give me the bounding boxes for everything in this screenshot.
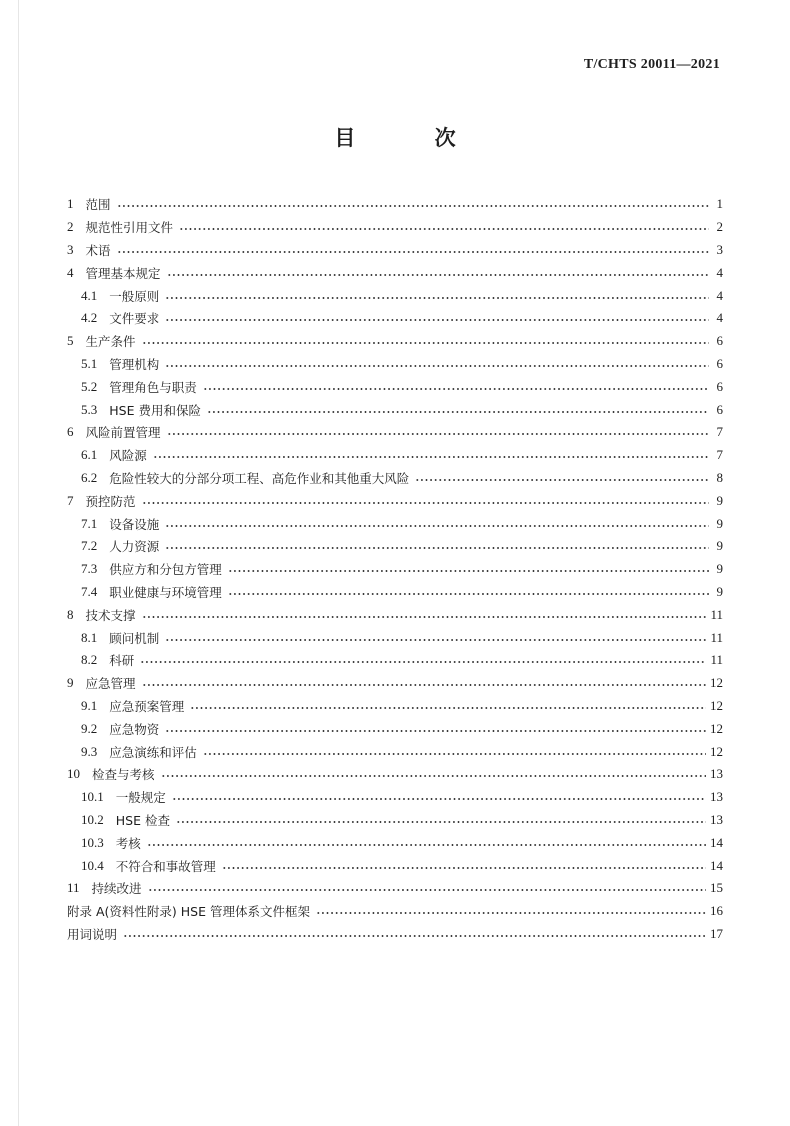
- toc-entry[interactable]: [67, 809, 723, 832]
- toc-entry[interactable]: [67, 330, 723, 353]
- toc-entry[interactable]: [67, 740, 723, 763]
- dot-leader: [172, 793, 706, 805]
- dot-leader: [153, 451, 709, 463]
- toc-entry-number: 6.2: [81, 469, 98, 485]
- toc-entry-page-number: 9: [716, 538, 723, 554]
- toc-entry-number: 10.1: [81, 789, 104, 805]
- toc-entry-number: 7.1: [81, 515, 98, 531]
- toc-entry[interactable]: [67, 854, 723, 877]
- toc-entry-number: 9: [67, 675, 74, 691]
- toc-entry-number: 7.4: [81, 583, 98, 599]
- dot-leader: [203, 383, 709, 395]
- toc-entry-title: 技术支撑: [85, 607, 136, 623]
- toc-entry-number: 10.4: [81, 857, 104, 873]
- dot-leader: [165, 292, 709, 304]
- toc-entry-title: HSE 检查: [115, 812, 170, 828]
- toc-entry-page-number: 6: [716, 333, 723, 349]
- dot-leader: [176, 816, 706, 828]
- toc-entry-title: 管理机构: [109, 356, 160, 372]
- toc-entry-page-number: 9: [716, 492, 723, 508]
- toc-entry[interactable]: [67, 923, 723, 946]
- dot-leader: [190, 702, 706, 714]
- toc-entry-title: 不符合和事故管理: [115, 858, 216, 874]
- toc-entry-page-number: 4: [716, 310, 723, 326]
- toc-entry-title: 应急预案管理: [109, 698, 185, 714]
- dot-leader: [167, 269, 709, 281]
- toc-entry-number: 8.2: [81, 652, 98, 668]
- toc-entry[interactable]: [67, 353, 723, 376]
- toc-entry-page-number: 11: [710, 652, 723, 668]
- page-title: 目 次: [334, 126, 492, 150]
- toc-entry-page-number: 16: [710, 903, 723, 919]
- dot-leader: [228, 565, 709, 577]
- dot-leader: [165, 314, 709, 326]
- toc-entry-page-number: 13: [710, 789, 723, 805]
- toc-entry-page-number: 11: [710, 629, 723, 645]
- toc-entry-title: 生产条件: [85, 334, 136, 350]
- toc-entry-page-number: 12: [710, 743, 723, 759]
- toc-entry[interactable]: [67, 695, 723, 718]
- toc-entry-title: 科研: [109, 653, 135, 669]
- dot-leader: [203, 748, 706, 760]
- toc-entry-number: 4: [67, 264, 74, 280]
- toc-entry-number: 3: [67, 241, 74, 257]
- toc-entry-title: 设备设施: [109, 516, 160, 532]
- toc-entry-number: 6: [67, 424, 74, 440]
- toc-entry-page-number: 14: [710, 857, 723, 873]
- page-edge: [18, 0, 19, 1126]
- toc-entry-number: 10.3: [81, 834, 104, 850]
- toc-entry[interactable]: [67, 831, 723, 854]
- toc-entry-title: 文件要求: [109, 311, 160, 327]
- toc-entry[interactable]: [67, 261, 723, 284]
- toc-entry-page-number: 9: [716, 561, 723, 577]
- toc-entry[interactable]: [67, 444, 723, 467]
- toc-entry-page-number: 4: [716, 264, 723, 280]
- toc-entry[interactable]: [67, 375, 723, 398]
- toc-entry-number: 5.2: [81, 378, 98, 394]
- toc-entry[interactable]: [67, 649, 723, 672]
- toc-entry-page-number: 4: [716, 287, 723, 303]
- toc-entry-page-number: 15: [710, 880, 723, 896]
- toc-entry[interactable]: [67, 421, 723, 444]
- toc-entry[interactable]: [67, 307, 723, 330]
- toc-entry-page-number: 6: [716, 378, 723, 394]
- toc-entry-page-number: 7: [716, 424, 723, 440]
- toc-entry-page-number: 13: [710, 811, 723, 827]
- dot-leader: [142, 679, 706, 691]
- toc-entry-number: 8.1: [81, 629, 98, 645]
- toc-entry[interactable]: [67, 489, 723, 512]
- table-of-contents: [67, 193, 723, 945]
- toc-entry[interactable]: [67, 284, 723, 307]
- toc-entry-page-number: 7: [716, 447, 723, 463]
- toc-entry[interactable]: [67, 512, 723, 535]
- toc-entry[interactable]: [67, 786, 723, 809]
- toc-entry-number: 7: [67, 492, 74, 508]
- toc-entry-title: 一般规定: [115, 790, 166, 806]
- dot-leader: [316, 907, 706, 919]
- toc-entry-title: 供应方和分包方管理: [109, 562, 222, 578]
- toc-entry-number: 7.3: [81, 561, 98, 577]
- dot-leader: [165, 520, 709, 532]
- dot-leader: [415, 474, 709, 486]
- toc-entry[interactable]: [67, 877, 723, 900]
- toc-entry[interactable]: [67, 900, 723, 923]
- toc-entry-title: 术语: [85, 242, 111, 258]
- dot-leader: [165, 542, 709, 554]
- toc-entry[interactable]: [67, 717, 723, 740]
- toc-entry-number: 5: [67, 333, 74, 349]
- dot-leader: [165, 360, 709, 372]
- toc-entry-number: 7.2: [81, 538, 98, 554]
- toc-entry-title: 应急管理: [85, 676, 136, 692]
- toc-entry-page-number: 13: [710, 766, 723, 782]
- toc-entry-title: 附录 A(资料性附录) HSE 管理体系文件框架: [67, 904, 310, 920]
- dot-leader: [117, 200, 709, 212]
- toc-entry-title: 一般原则: [109, 288, 160, 304]
- dot-leader: [161, 770, 706, 782]
- document-code: T/CHTS 20011—2021: [583, 57, 720, 72]
- toc-entry-title: 管理角色与职责: [109, 379, 197, 395]
- dot-leader: [228, 588, 709, 600]
- toc-entry-page-number: 9: [716, 583, 723, 599]
- dot-leader: [148, 884, 706, 896]
- toc-entry-title: HSE 费用和保险: [109, 402, 201, 418]
- toc-entry[interactable]: [67, 581, 723, 604]
- dot-leader: [207, 406, 709, 418]
- toc-entry-number: 4.2: [81, 310, 98, 326]
- dot-leader: [179, 223, 709, 235]
- toc-entry[interactable]: [67, 626, 723, 649]
- toc-entry-page-number: 9: [716, 515, 723, 531]
- toc-entry-number: 9.1: [81, 697, 98, 713]
- toc-entry-page-number: 12: [710, 720, 723, 736]
- toc-entry-number: 11: [67, 880, 80, 896]
- toc-entry-title: 人力资源: [109, 539, 160, 555]
- toc-entry-number: 8: [67, 606, 74, 622]
- toc-entry-title: 用词说明: [67, 926, 118, 942]
- toc-entry-title: 预控防范: [85, 493, 136, 509]
- toc-entry-title: 应急演练和评估: [109, 744, 197, 760]
- toc-entry-number: 5.1: [81, 355, 98, 371]
- toc-entry-title: 检查与考核: [92, 767, 155, 783]
- toc-entry[interactable]: [67, 672, 723, 695]
- dot-leader: [140, 656, 706, 668]
- toc-entry-number: 9.2: [81, 720, 98, 736]
- toc-entry[interactable]: [67, 535, 723, 558]
- toc-entry-title: 顾问机制: [109, 630, 160, 646]
- toc-entry-title: 范围: [85, 197, 111, 213]
- dot-leader: [123, 930, 706, 942]
- dot-leader: [165, 725, 706, 737]
- toc-entry[interactable]: [67, 216, 723, 239]
- dot-leader: [142, 337, 709, 349]
- toc-entry-number: 2: [67, 219, 74, 235]
- toc-entry-page-number: 8: [716, 469, 723, 485]
- dot-leader: [142, 497, 709, 509]
- dot-leader: [167, 428, 709, 440]
- toc-entry-page-number: 11: [710, 606, 723, 622]
- toc-entry[interactable]: [67, 763, 723, 786]
- toc-entry-number: 5.3: [81, 401, 98, 417]
- toc-entry-number: 1: [67, 196, 74, 212]
- toc-entry-page-number: 17: [710, 925, 723, 941]
- toc-entry-number: 4.1: [81, 287, 98, 303]
- toc-entry-title: 持续改进: [91, 881, 142, 897]
- toc-entry-title: 管理基本规定: [85, 265, 161, 281]
- toc-entry-title: 规范性引用文件: [85, 220, 174, 236]
- toc-entry[interactable]: [67, 558, 723, 581]
- toc-entry[interactable]: [67, 239, 723, 262]
- toc-entry-number: 9.3: [81, 743, 98, 759]
- toc-entry-page-number: 6: [716, 355, 723, 371]
- dot-leader: [147, 839, 706, 851]
- toc-entry-title: 考核: [115, 835, 141, 851]
- toc-entry-title: 职业健康与环境管理: [109, 584, 222, 600]
- toc-entry-page-number: 2: [716, 219, 723, 235]
- toc-entry[interactable]: [67, 193, 723, 216]
- dot-leader: [165, 634, 706, 646]
- toc-entry-title: 风险前置管理: [85, 425, 161, 441]
- toc-entry-number: 10.2: [81, 811, 104, 827]
- toc-entry-title: 应急物资: [109, 721, 160, 737]
- toc-entry-page-number: 14: [710, 834, 723, 850]
- dot-leader: [142, 611, 707, 623]
- toc-entry-page-number: 3: [716, 241, 723, 257]
- toc-entry[interactable]: [67, 398, 723, 421]
- dot-leader: [117, 246, 709, 258]
- dot-leader: [222, 862, 706, 874]
- toc-entry-title: 危险性较大的分部分项工程、高危作业和其他重大风险: [109, 470, 410, 486]
- toc-entry-page-number: 6: [716, 401, 723, 417]
- toc-entry-number: 6.1: [81, 447, 98, 463]
- toc-entry-title: 风险源: [109, 448, 147, 464]
- toc-entry-page-number: 12: [710, 697, 723, 713]
- toc-entry[interactable]: [67, 603, 723, 626]
- toc-entry-page-number: 1: [716, 196, 723, 212]
- toc-entry-page-number: 12: [710, 675, 723, 691]
- toc-entry[interactable]: [67, 467, 723, 490]
- toc-entry-number: 10: [67, 766, 80, 782]
